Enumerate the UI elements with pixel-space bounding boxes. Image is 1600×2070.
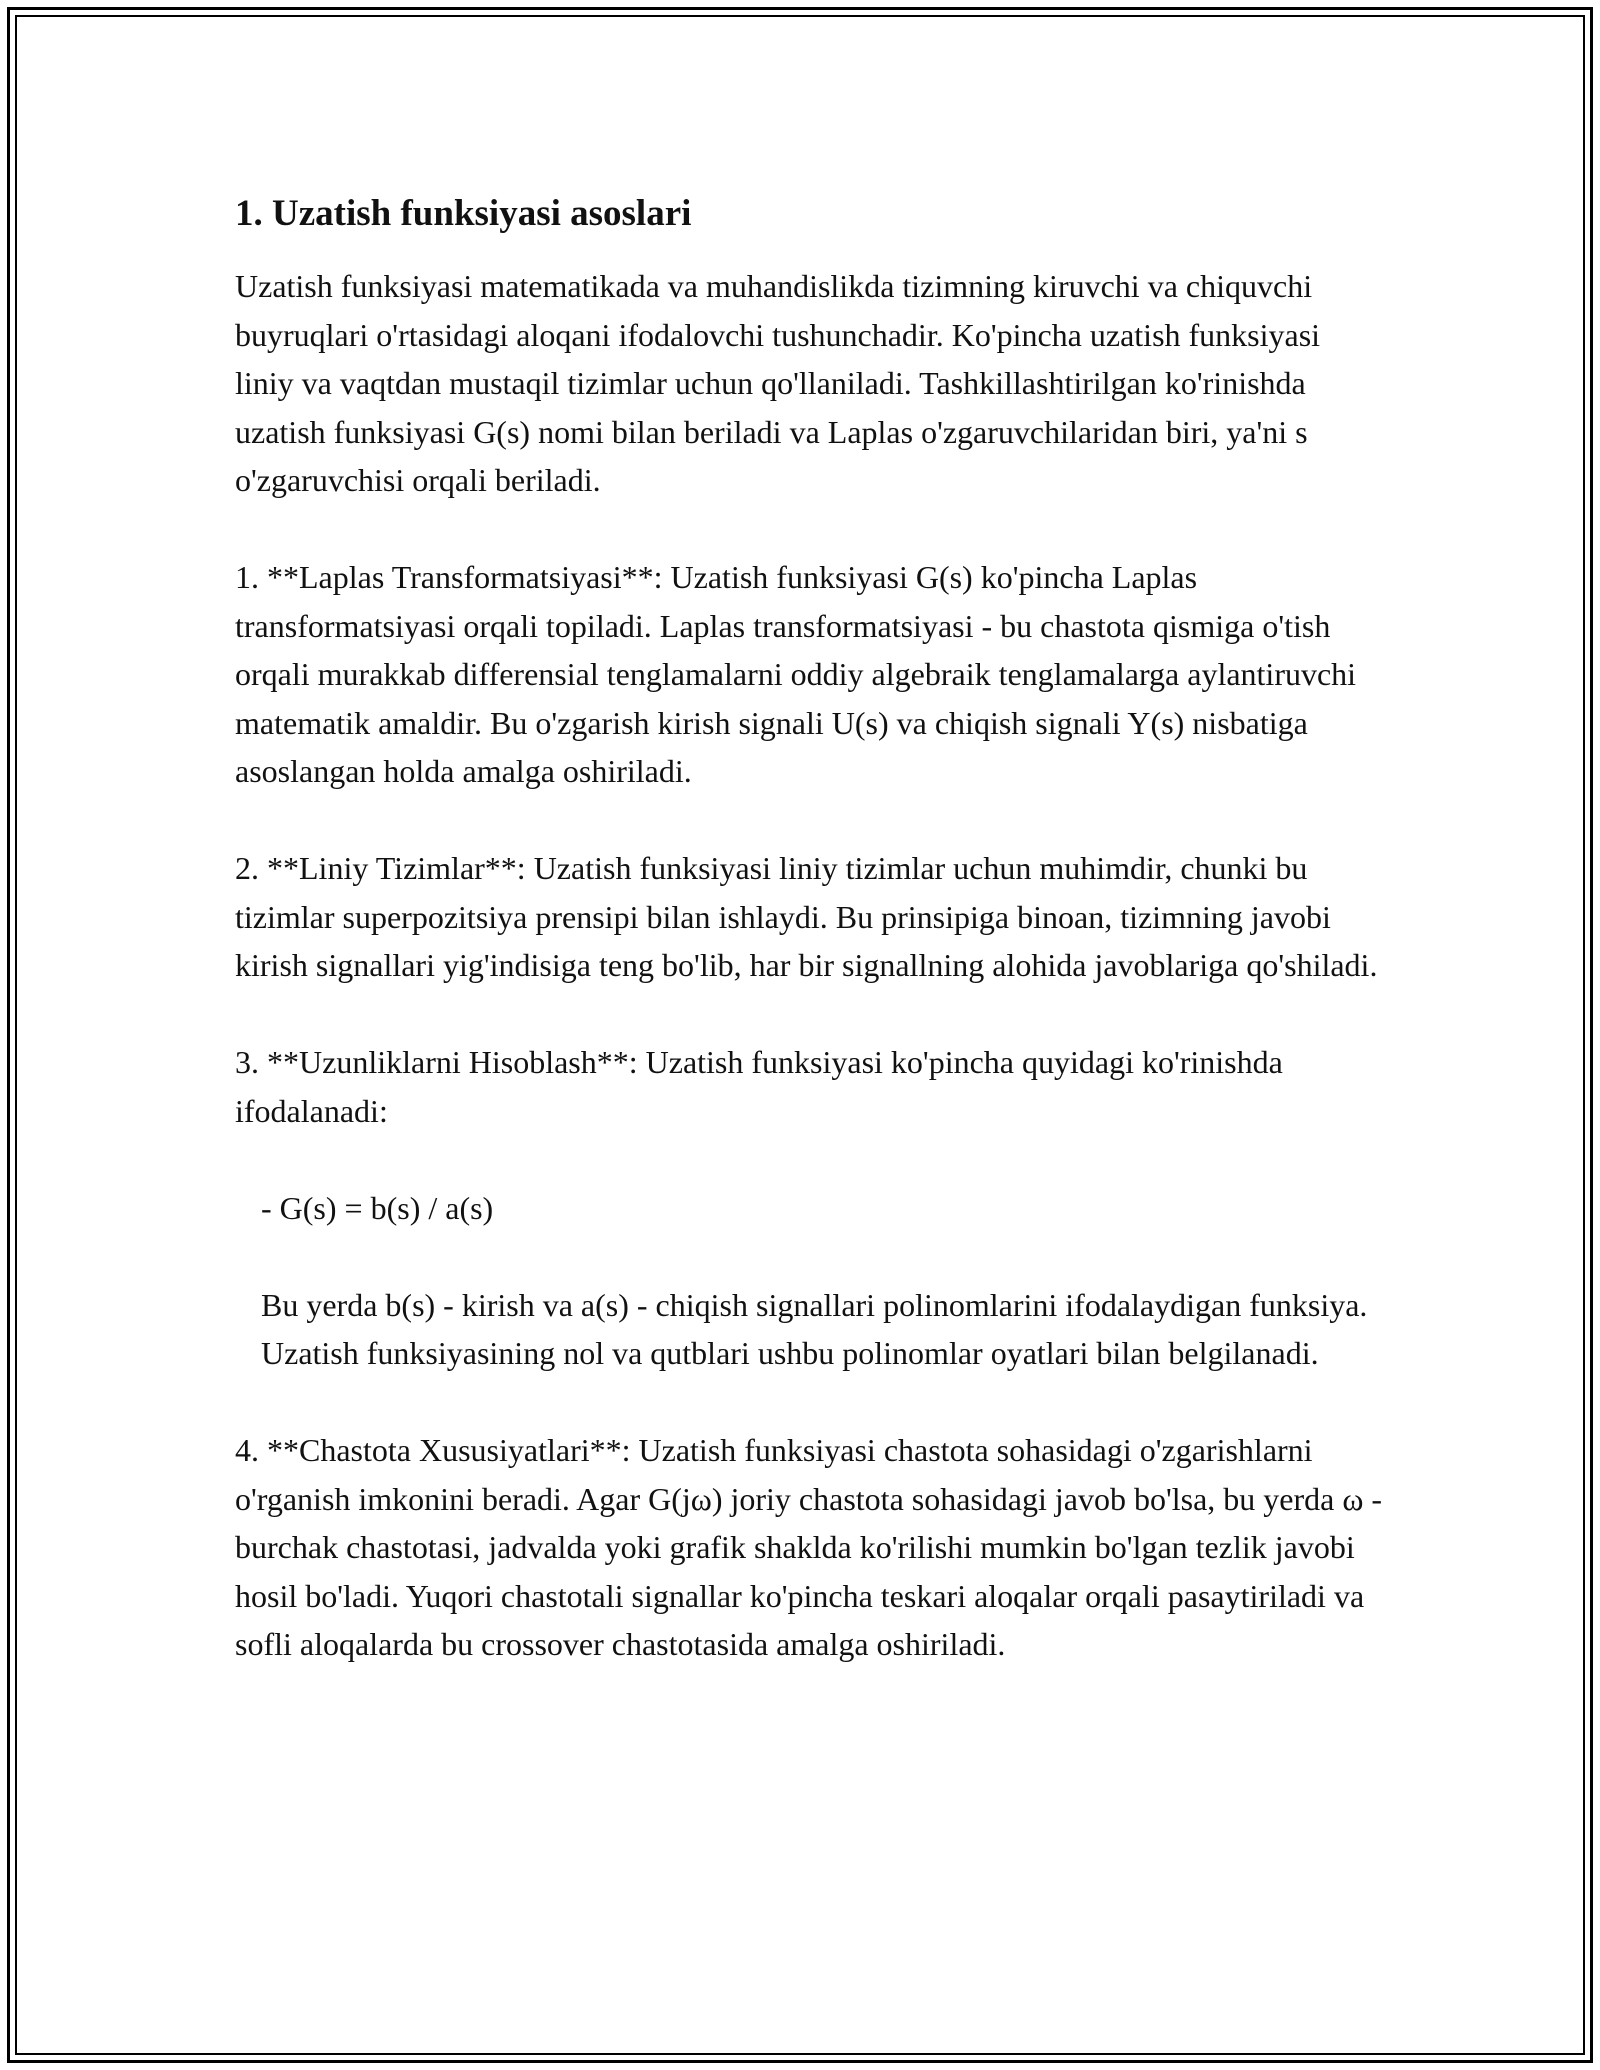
document-body [235, 262, 1385, 1669]
formula-line: - G(s) = b(s) / a(s) [261, 1189, 494, 1226]
chastota-paragraph: 4. **Chastota Xususiyatlari**: Uzatish funksiyasi chastota sohasidagi o'zgarishlarni o'rganish imkonini beradi. Agar G(jω) joriy chastota sohasidagi javob bo'lsa, bu yerda ω - burchak chastotasi, jadvalda yoki grafik shaklda ko'rilishi mumkin bo'lgan tezlik javobi hosil bo'ladi. Yuqori chastotali signallar ko'pincha teskari aloqalar orqali pasaytiriladi va sofli aloqalarda bu crossover chastotasida amalga oshiriladi. [235, 1432, 1383, 1662]
liniy-tizimlar-paragraph: 2. **Liniy Tizimlar**: Uzatish funksiyasi liniy tizimlar uchun muhimdir, chunki bu tizimlar superpozitsiya prensipi bilan ishlaydi. Bu prinsipiga binoan, tizimning javobi kirish signallari yig'indisiga teng bo'lib, har bir signallning alohida javoblariga qo'shiladi. [235, 850, 1378, 983]
uzunliklar-paragraph: 3. **Uzunliklarni Hisoblash**: Uzatish funksiyasi ko'pincha quyidagi ko'rinishda ifodalanadi: [235, 1044, 1283, 1129]
section-heading: 1. Uzatish funksiyasi asoslari [235, 193, 692, 234]
intro-paragraph: Uzatish funksiyasi matematikada va muhandislikda tizimning kiruvchi va chiquvchi buyruqlari o'rtasidagi aloqani ifodalovchi tushunchadir. Ko'pincha uzatish funksiyasi liniy va vaqtdan mustaqil tizimlar uchun qo'llaniladi. Tashkillashtirilgan ko'rinishda uzatish funksiyasi G(s) nomi bilan beriladi va Laplas o'zgaruvchilaridan biri, ya'ni s o'zgaruvchisi orqali beriladi. [235, 268, 1321, 498]
formula-explanation-paragraph: Bu yerda b(s) - kirish va a(s) - chiqish signallari polinomlarini ifodalaydigan funksiya. Uzatish funksiyasining nol va qutblari ushbu polinomlar oyatlari bilan belgilanadi. [261, 1286, 1368, 1371]
laplas-paragraph: 1. **Laplas Transformatsiyasi**: Uzatish funksiyasi G(s) ko'pincha Laplas transformatsiyasi orqali topiladi. Laplas transformatsiyasi - bu chastota qismiga o'tish orqali murakkab differensial tenglamalarni oddiy algebraik tenglamalarga aylantiruvchi matematik amaldir. Bu o'zgarish kirish signali U(s) va chiqish signali Y(s) nisbatiga asoslangan holda amalga oshiriladi. [235, 559, 1357, 789]
document-content [235, 190, 1385, 1669]
